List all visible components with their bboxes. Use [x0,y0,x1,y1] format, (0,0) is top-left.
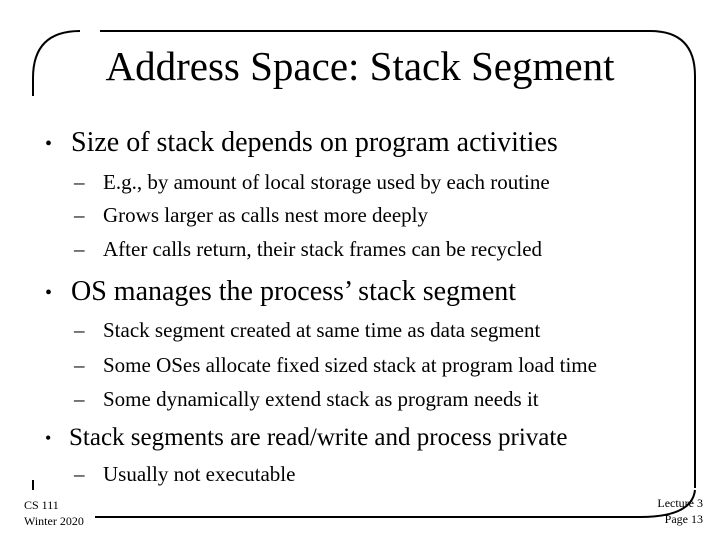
sub-bullet-text: Some dynamically extend stack as program needs it [103,387,539,411]
bullet-text: Size of stack depends on program activities [71,127,558,158]
footer-page: Page 13 [664,512,703,526]
bullet-marker: • [45,133,53,155]
sub-bullet-text: Some OSes allocate fixed sized stack at program load time [103,353,597,377]
bullet-text: Stack segments are read/write and process private [69,424,568,451]
dash-marker: – [74,462,85,486]
slide-title: Address Space: Stack Segment [105,43,615,89]
sub-bullet-text: E.g., by amount of local storage used by each routine [103,170,550,194]
dash-marker: – [74,237,85,261]
dash-marker: – [74,203,85,227]
dash-marker: – [74,170,85,194]
footer-term: Winter 2020 [24,514,84,528]
dash-marker: – [74,353,85,377]
dash-marker: – [74,318,85,342]
sub-bullet-text: After calls return, their stack frames can be recycled [103,237,543,261]
bullet-marker: • [45,428,52,448]
footer-lecture: Lecture 3 [657,496,703,510]
dash-marker: – [74,387,85,411]
sub-bullet-text: Usually not executable [103,462,296,486]
footer-page-info [657,495,703,527]
footer-course: CS 111 [24,498,59,512]
bullet-marker: • [45,282,53,304]
bullet-text: OS manages the process’ stack segment [71,276,517,307]
footer-course-info [24,497,84,529]
sub-bullet-text: Stack segment created at same time as data segment [103,318,541,342]
sub-bullet-text: Grows larger as calls nest more deeply [103,203,429,227]
